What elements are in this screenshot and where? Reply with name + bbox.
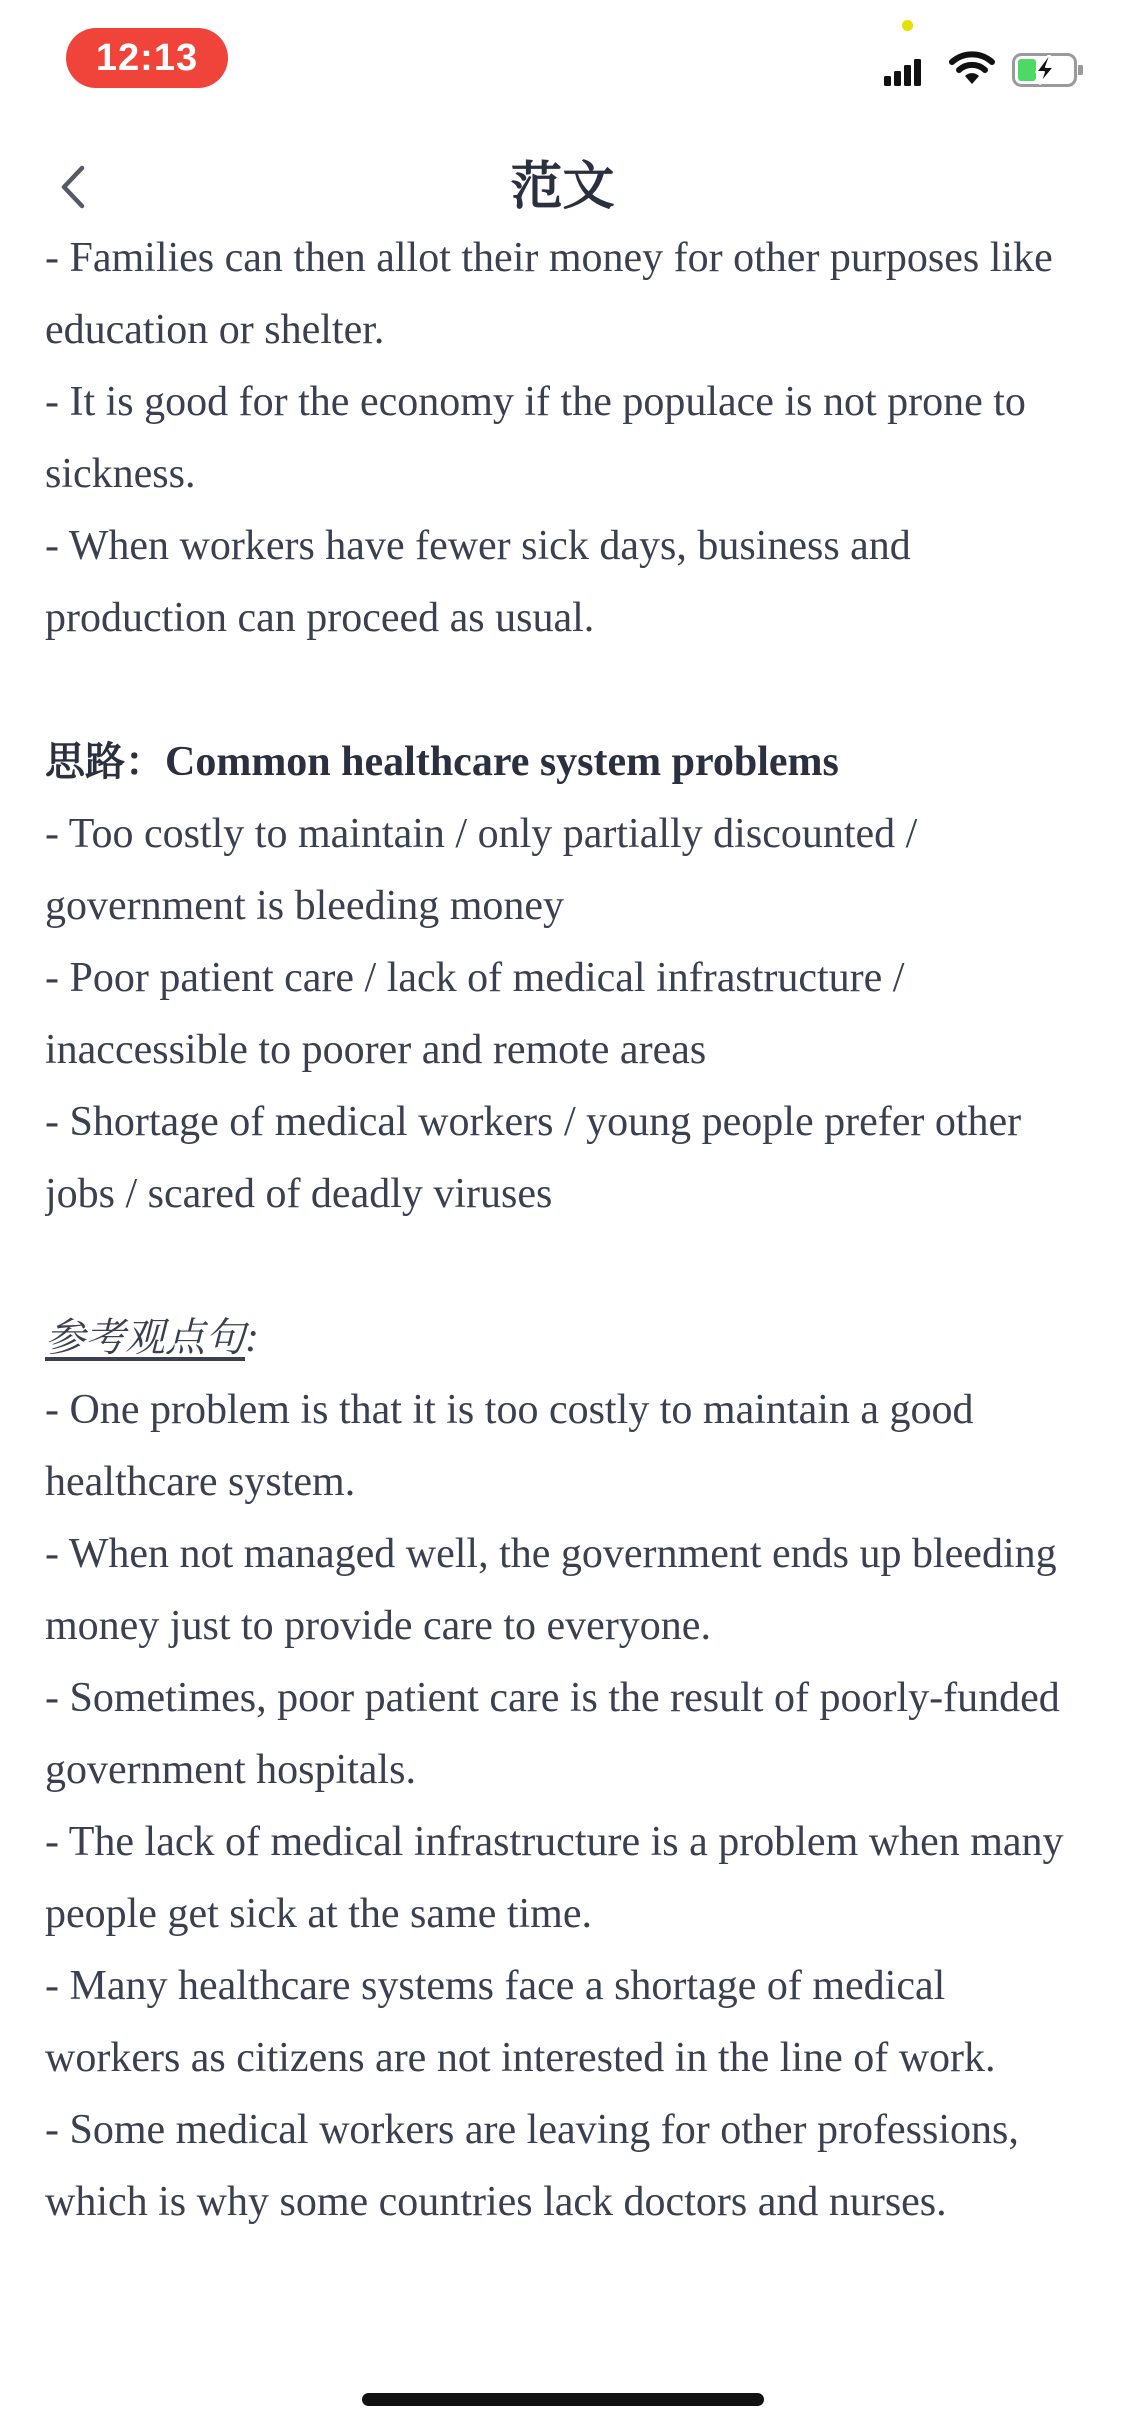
idea-heading: [45, 726, 1085, 798]
status-time[interactable]: 12:13: [66, 28, 228, 88]
reference-colon: :: [245, 1315, 259, 1361]
battery-charging-icon: [1012, 53, 1086, 87]
intro-point: - It is good for the economy if the populace is not prone to sickness.: [45, 379, 1026, 497]
signal-icon: [884, 58, 924, 86]
camera-indicator-dot: [902, 20, 913, 31]
intro-point: - Families can then allot their money for other purposes like education or shelter.: [45, 235, 1053, 353]
status-bar: [0, 0, 1125, 132]
reference-sentence: - Sometimes, poor patient care is the result of poorly-funded government hospitals.: [45, 1675, 1060, 1793]
idea-point: - Poor patient care / lack of medical infrastructure / inaccessible to poorer and remote areas: [45, 955, 905, 1073]
idea-title: Common healthcare system problems: [165, 739, 839, 785]
spacer: [45, 654, 1085, 726]
home-indicator[interactable]: [362, 2393, 764, 2406]
page-title: 范文: [510, 157, 615, 217]
idea-point: - Shortage of medical workers / young people prefer other jobs / scared of deadly viruses: [45, 1099, 1022, 1217]
reference-label: 参考观点句: [45, 1315, 245, 1361]
chevron-left-icon: [58, 164, 86, 210]
essay-content: [45, 222, 1085, 2386]
intro-point: - When workers have fewer sick days, business and production can proceed as usual.: [45, 523, 911, 641]
back-button[interactable]: [40, 152, 104, 222]
spacer: [45, 1230, 1085, 1302]
reference-heading: [45, 1302, 1085, 1374]
reference-sentence: - Many healthcare systems face a shortage of medical workers as citizens are not interested in the line of work.: [45, 1963, 996, 2081]
wifi-icon: [948, 50, 996, 86]
reference-sentence: - When not managed well, the government ends up bleeding money just to provide care to everyone.: [45, 1531, 1057, 1649]
reference-sentence: - One problem is that it is too costly to maintain a good healthcare system.: [45, 1387, 974, 1505]
idea-point: - Too costly to maintain / only partially discounted / government is bleeding money: [45, 811, 918, 929]
reference-sentence: - Some medical workers are leaving for other professions, which is why some countries lack doctors and nurses.: [45, 2107, 1019, 2225]
reference-sentence: - The lack of medical infrastructure is a problem when many people get sick at the same time.: [45, 1819, 1064, 1937]
idea-label: 思路：: [45, 739, 165, 785]
